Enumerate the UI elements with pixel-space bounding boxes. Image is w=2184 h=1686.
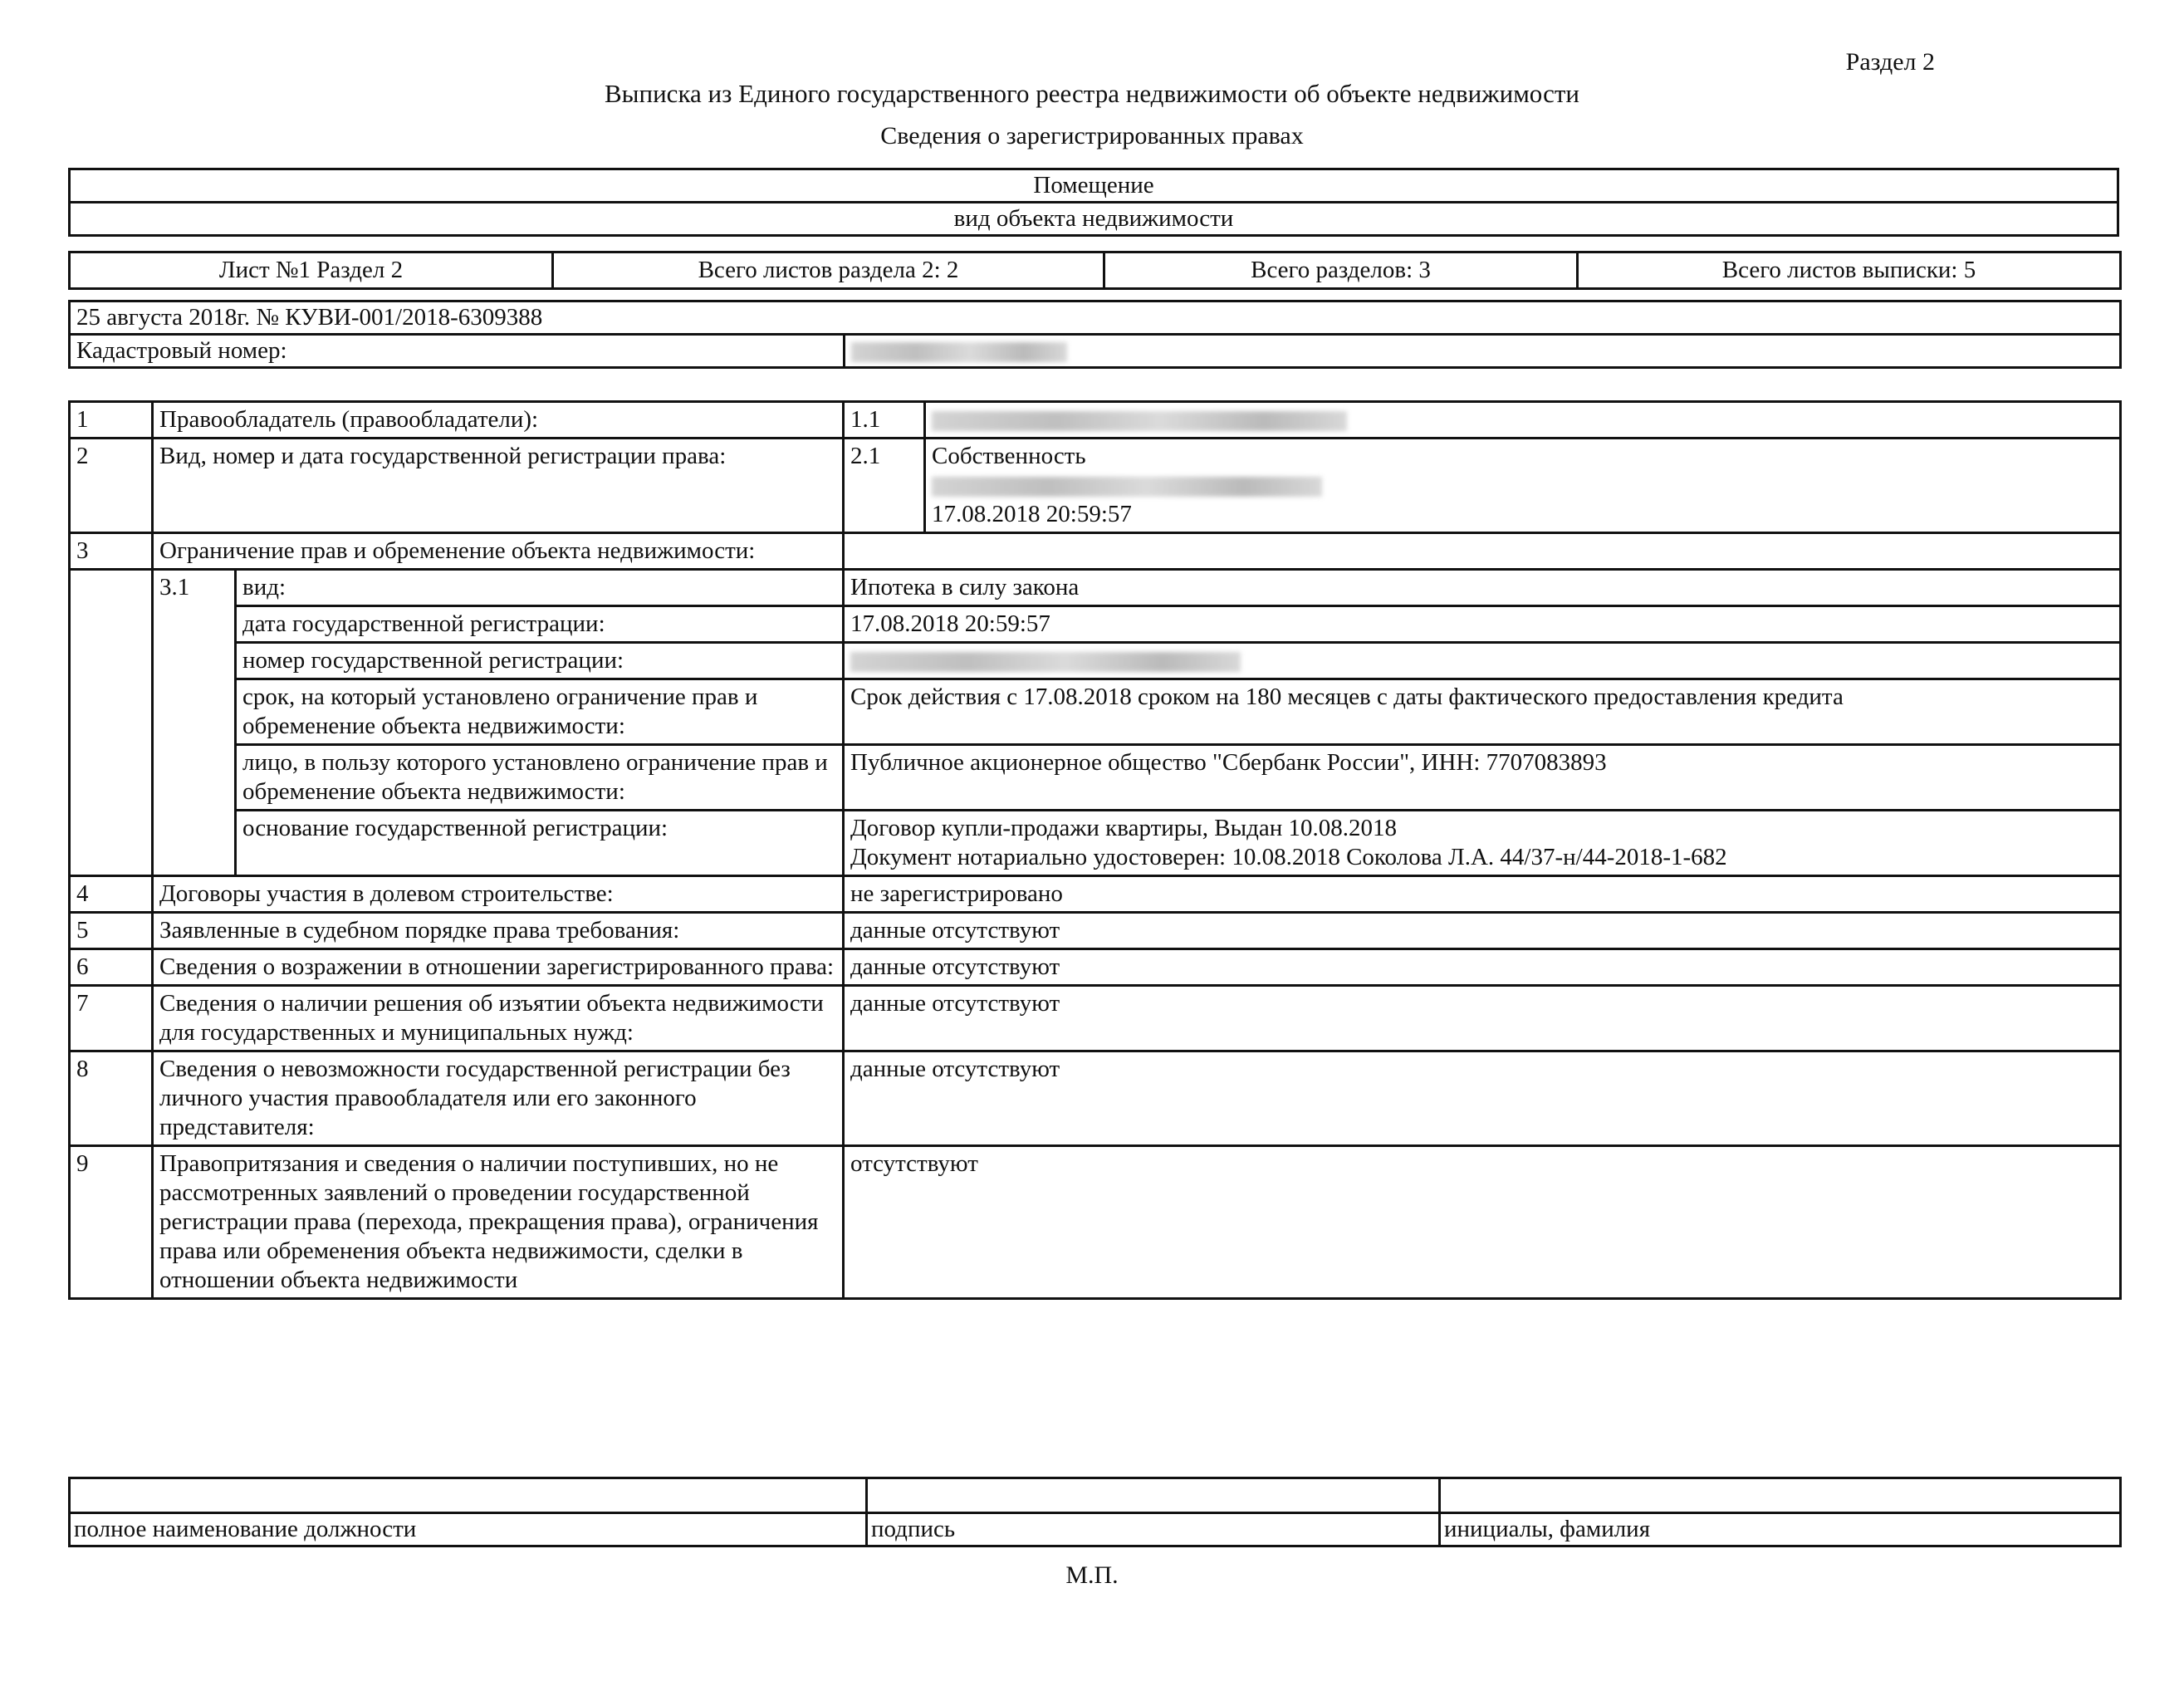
row-label: Правопритязания и сведения о наличии поступивших, но не рассмотренных заявлений о проведении государственной регистрации права (перехода, прекращения права), ограничения права или обременения объекта недвижимости, сделки в отношении объекта недвижимости [153, 1146, 844, 1299]
row-value-empty [844, 533, 2121, 570]
signature-caption: подпись [867, 1513, 1440, 1546]
signature-table [68, 1477, 2122, 1547]
row-number: 9 [70, 1146, 153, 1299]
row-label: Правообладатель (правообладатели): [153, 402, 844, 439]
position-field [70, 1478, 867, 1513]
doc-date-number: 25 августа 2018г. № КУВИ-001/2018-6309388 [70, 301, 2121, 335]
table-row [70, 570, 2121, 606]
table-row [70, 606, 2121, 643]
row-label: Договоры участия в долевом строительстве: [153, 876, 844, 913]
encumbrance-type-label: вид: [236, 570, 844, 606]
row-number: 8 [70, 1051, 153, 1146]
name-caption: инициалы, фамилия [1440, 1513, 2121, 1546]
table-row [70, 811, 2121, 876]
redacted-text [932, 411, 1347, 431]
row-sub-number: 1.1 [844, 402, 925, 439]
encumbrance-number-redacted [844, 643, 2121, 679]
row-value: не зарегистрировано [844, 876, 2121, 913]
row-value: данные отсутствуют [844, 1051, 2121, 1146]
row-label: Ограничение прав и обременение объекта недвижимости: [153, 533, 844, 570]
sheet-info-table [68, 251, 2122, 290]
section-label: Раздел 2 [1845, 48, 1935, 76]
encumbrance-person-value: Публичное акционерное общество "Сбербанк России", ИНН: 7707083893 [844, 745, 2121, 811]
sheets-in-section: Всего листов раздела 2: 2 [553, 252, 1104, 289]
row-value: отсутствуют [844, 1146, 2121, 1299]
redacted-text [851, 342, 1067, 362]
row-sub-number: 2.1 [844, 439, 925, 533]
row-number: 6 [70, 949, 153, 986]
rights-table [68, 400, 2122, 1300]
row-label: Сведения о наличии решения об изъятии объекта недвижимости для государственных и муниципальных нужд: [153, 986, 844, 1051]
cadastral-value-redacted [845, 335, 2121, 368]
registration-date: 17.08.2018 20:59:57 [932, 501, 1132, 527]
row-value: данные отсутствуют [844, 986, 2121, 1051]
row-label: Заявленные в судебном порядке права требования: [153, 913, 844, 949]
total-sheets: Всего листов выписки: 5 [1578, 252, 2121, 289]
table-row [70, 986, 2121, 1051]
name-field [1440, 1478, 2121, 1513]
encumbrance-basis-label: основание государственной регистрации: [236, 811, 844, 876]
total-sections: Всего разделов: 3 [1104, 252, 1578, 289]
encumbrance-date-value: 17.08.2018 20:59:57 [844, 606, 2121, 643]
row-number: 2 [70, 439, 153, 533]
row-number: 1 [70, 402, 153, 439]
object-type-table [68, 168, 2119, 237]
encumbrance-date-label: дата государственной регистрации: [236, 606, 844, 643]
basis-line-1: Договор купли-продажи квартиры, Выдан 10.08.2018 [850, 815, 1397, 841]
table-row [70, 533, 2121, 570]
encumbrance-basis-value [844, 811, 2121, 876]
sheet-number: Лист №1 Раздел 2 [70, 252, 553, 289]
table-row [70, 402, 2121, 439]
row-number: 4 [70, 876, 153, 913]
row-number: 7 [70, 986, 153, 1051]
row-sub-number: 3.1 [153, 570, 236, 876]
document-title: Выписка из Единого государственного реестра недвижимости об объекте недвижимости [605, 79, 1579, 108]
row-number: 3 [70, 533, 153, 570]
right-type: Собственность [932, 443, 1086, 469]
document-subtitle: Сведения о зарегистрированных правах [880, 122, 1304, 149]
row-number-empty [70, 570, 153, 876]
cadastral-label: Кадастровый номер: [70, 335, 845, 368]
table-row [70, 1146, 2121, 1299]
object-name: Помещение [70, 169, 2118, 203]
row-label: Сведения о невозможности государственной регистрации без личного участия правообладателя или его законного представителя: [153, 1051, 844, 1146]
object-type-caption: вид объекта недвижимости [70, 203, 2118, 236]
table-row [70, 643, 2121, 679]
redacted-text [932, 477, 1322, 497]
registration-number-redacted [932, 471, 2113, 500]
row-value: данные отсутствуют [844, 949, 2121, 986]
signature-field [867, 1478, 1440, 1513]
redacted-text [850, 652, 1241, 672]
table-row [70, 745, 2121, 811]
table-row [70, 913, 2121, 949]
position-caption: полное наименование должности [70, 1513, 867, 1546]
doc-info-table [68, 300, 2122, 369]
row-label: Вид, номер и дата государственной регистрации права: [153, 439, 844, 533]
right-holder-redacted [925, 402, 2121, 439]
encumbrance-type-value: Ипотека в силу закона [844, 570, 2121, 606]
row-value: данные отсутствуют [844, 913, 2121, 949]
table-row [70, 876, 2121, 913]
table-row [70, 439, 2121, 533]
encumbrance-term-value: Срок действия с 17.08.2018 сроком на 180 месяцев с даты фактического предоставления кредита [844, 679, 2121, 745]
row-label: Сведения о возражении в отношении зарегистрированного права: [153, 949, 844, 986]
table-row [70, 949, 2121, 986]
row-number: 5 [70, 913, 153, 949]
table-row [70, 1051, 2121, 1146]
table-row [70, 679, 2121, 745]
registration-value [925, 439, 2121, 533]
stamp-place: М.П. [1065, 1561, 1119, 1589]
encumbrance-term-label: срок, на который установлено ограничение прав и обременение объекта недвижимости: [236, 679, 844, 745]
basis-line-2: Документ нотариально удостоверен: 10.08.2018 Соколова Л.А. 44/37-н/44-2018-1-682 [850, 844, 1727, 870]
encumbrance-number-label: номер государственной регистрации: [236, 643, 844, 679]
encumbrance-person-label: лицо, в пользу которого установлено ограничение прав и обременение объекта недвижимости: [236, 745, 844, 811]
